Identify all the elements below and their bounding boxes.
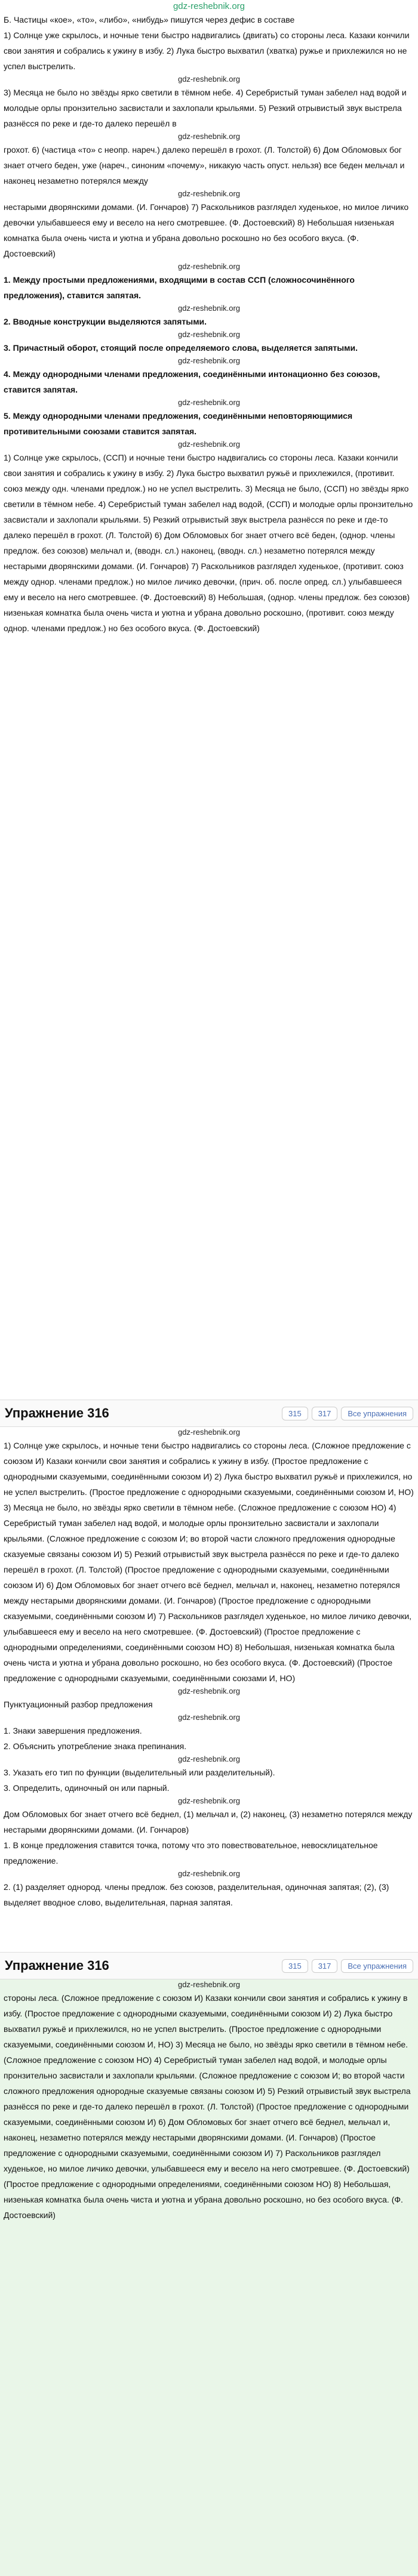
step: 3. Определить, одиночный он или парный. xyxy=(4,1783,170,1793)
watermark: gdz-reshebnik.org xyxy=(177,1980,241,1989)
example-line: 2. (1) разделяет однород. члены предлож. без союзов, разделительная, одиночная запятая; (2), (3) выделяет вводное слово, выделительная, парная запятая. xyxy=(4,1882,389,1907)
watermark: gdz-reshebnik.org xyxy=(177,132,241,141)
all-exercises-button[interactable]: Все упражнения xyxy=(341,1959,413,1973)
watermark: gdz-reshebnik.org xyxy=(177,1869,241,1878)
next-exercise-button[interactable]: 317 xyxy=(312,1407,338,1420)
exercise-banner-2 xyxy=(0,1952,418,1979)
paragraph: нестарыми дворянскими домами. (И. Гончаров) 7) Раскольников разглядел худенькое, но милое личико девочки улыбавшееся ему и весело на него смотревшее. (Ф. Достоевский) 8) Небольшая низенькая комнатка была очень чиста и уютна и убрана довольно роскошно но без особого вкуса. (Ф. xyxy=(4,202,409,243)
step: 3. Указать его тип по функции (выделительный или разделительный). xyxy=(4,1768,275,1777)
prev-exercise-button[interactable]: 315 xyxy=(282,1407,308,1420)
example-line: Дом Обломовых бог знает отчего всё беднел, (1) мельчал и, (2) наконец, (3) незаметно потерялся между нестарыми дворянскими домами. (И. Гончаров) xyxy=(4,1809,413,1834)
exercise-nav xyxy=(282,1959,413,1973)
section-1 xyxy=(0,27,418,1400)
watermark: gdz-reshebnik.org xyxy=(177,304,241,313)
watermark-top: gdz-reshebnik.org xyxy=(173,1,245,11)
task: 3. Причастный оборот, стоящий после определяемого слова, выделяется запятыми. xyxy=(4,343,358,353)
exercise-title: Упражнение 316 xyxy=(5,1406,109,1420)
section-3 xyxy=(0,1979,418,2576)
watermark: gdz-reshebnik.org xyxy=(177,330,241,339)
watermark: gdz-reshebnik.org xyxy=(177,1713,241,1722)
analysis-paragraph: 1) Солнце уже скрылось, (ССП) и ночные тени быстро надвигались со стороны леса. Казаки кончили свои занятия и собрались к ужину в избу. 2) Лука быстро выхватил ружьё и прихлежился, (противит. союз между одн. членами предлож.) но не успел выстрелить. 3) Месяца не было, (ССП) но звёзды ярко светили в тёмном небе. 4) Серебристый туман забелел над водой, (ССП) и молодые орлы пронзительно засвистали и захлопали крыльями. 5) Резкий отрывистый звук выстрела разнёсся по реке и где-то далеко перешёл в грохот. (Л. Толстой) 6) Дом Обломовых бог знает отчего всё беден, (однор. члены предлож. без союзов) мельчал и, (вводн. сл.) наконец, (вводн. сл.) незаметно потерялся между нестарыми дворянскими домами. (И. Гончаров) 7) Раскольников разглядел худенькое, (противит. союз между однор. членами предлож.) но милое личико девочки, (прич. об. после опред. сл.) улыбавшееся ему и весело на него смотревшее. (Ф. Достоевский) 8) Небольшая, (однор. члены предлож. без союзов) низенькая комнатка была очень чиста и уютна и убрана довольно роскошно, (противит. союз между однор. членами предлож.) но без особого вкуса. (Ф. Достоевский) xyxy=(4,453,413,633)
watermark: gdz-reshebnik.org xyxy=(177,1755,241,1763)
task: 5. Между однородными членами предложения, соединёнными неповторяющимися противительными союзами ставится запятая. xyxy=(4,411,353,436)
exercise-title: Упражнение 316 xyxy=(5,1958,109,1973)
punct-title: Пунктуационный разбор предложения xyxy=(4,1700,153,1709)
analysis-paragraph: 1) Солнце уже скрылось, и ночные тени быстро надвигались со стороны леса. (Сложное предложение с союзом И) Казаки кончили свои занятия и собрались к ужину в избу. (Простое предложение с однородными сказуемыми, соединёнными союзом И) 2) Лука быстро выхватил ружьё и прихлежился, но не успел выстрелить. (Простое предложение с однородными сказуемыми, соединёнными союзом И, НО) 3) Месяца не было, но звёзды ярко светили в тёмном небе. (Сложное предложение с союзом НО) 4) Серебристый туман забелел над водой, и молодые орлы пронзительно засвистали и захлопали крыльями. (Сложное предложение с союзом И; во второй части сложного предложения однородные сказуемые связаны союзом И) 5) Резкий отрывистый звук выстрела разнёсся по реке и где-то далеко перешёл в грохот. (Л. Толстой) (Простое предложение с однородными сказуемыми, соединёнными союзом И) 6) Дом Обломовых бог знает отчего всё беднел, мельчал и, наконец, незаметно потерялся между нестарыми дворянскими домами. (И. Гончаров) (Простое предложение с однородными сказуемыми, соединёнными союзом И) 7) Раскольников разглядел худенькое, но милое личико девочки, улыбавшееся ему и весело на него смотревшее. (Ф. Достоевский) (Простое предложение с однородными определениями, соединёнными союзом НО) 8) Небольшая, низенькая комнатка была очень чиста и уютна и убрана довольно роскошно, но без особого вкуса. (Ф. Достоевский) (Простое предложение с однородными сказуемыми, соединёнными союзами И, НО) xyxy=(4,1441,414,1683)
watermark: gdz-reshebnik.org xyxy=(177,356,241,365)
watermark: gdz-reshebnik.org xyxy=(177,1796,241,1805)
section-2 xyxy=(0,1427,418,1952)
task: 1. Между простыми предложениями, входящими в состав ССП (сложносочинённого предложения), ставится запятая. xyxy=(4,275,355,300)
paragraph: Достоевский) xyxy=(4,249,56,258)
paragraph: 1) Солнце уже скрылось, и ночные тени быстро надвигались (двигать) со стороны леса. Казаки кончили свои занятия и собрались к ужину в избу. 2) Лука быстро выхватил (хватка) ружье и прихлежился но не успел выстрелить. xyxy=(4,30,410,71)
watermark: gdz-reshebnik.org xyxy=(177,398,241,407)
watermark: gdz-reshebnik.org xyxy=(177,1428,241,1437)
task: 4. Между однородными членами предложения, соединёнными интонационно без союзов, ставится запятая. xyxy=(4,369,380,394)
watermark: gdz-reshebnik.org xyxy=(177,262,241,271)
step: 2. Объяснить употребление знака препинания. xyxy=(4,1741,187,1751)
example-line: 1. В конце предложения ставится точка, потому что это повествовательное, невосклицательное предложение. xyxy=(4,1840,378,1865)
paragraph: грохот. 6) (частица «то» с неопр. нареч.) далеко перешёл в грохот. (Л. Толстой) 6) Дом Обломовых бог знает отчего беден, уже (нареч., синоним «почему», никакую часть опуст. нельзя) все беден мельчал и наконец незаметно потерялся между xyxy=(4,145,405,186)
step: 1. Знаки завершения предложения. xyxy=(4,1726,142,1735)
all-exercises-button[interactable]: Все упражнения xyxy=(341,1407,413,1420)
watermark: gdz-reshebnik.org xyxy=(177,440,241,449)
paragraph: 3) Месяца не было но звёзды ярко светили в тёмном небе. 4) Серебристый туман забелел над водой и молодые орлы пронзительно засвистали и захлопали крыльями. 5) Резкий отрывистый звук выстрела разнёсся по реке и где-то далеко перешёл в xyxy=(4,88,407,128)
watermark: gdz-reshebnik.org xyxy=(177,1687,241,1695)
prev-exercise-button[interactable]: 315 xyxy=(282,1959,308,1973)
top-line: Б. Частицы «кое», «то», «либо», «нибудь» пишутся через дефис в составе xyxy=(4,15,295,24)
exercise-banner-1 xyxy=(0,1400,418,1427)
next-exercise-button[interactable]: 317 xyxy=(312,1959,338,1973)
watermark: gdz-reshebnik.org xyxy=(177,75,241,84)
task: 2. Вводные конструкции выделяются запятыми. xyxy=(4,317,207,326)
analysis-paragraph: стороны леса. (Сложное предложение с союзом И) Казаки кончили свои занятия и собрались к ужину в избу. (Простое предложение с однородными сказуемыми, соединёнными союзом И) 2) Лука быстро выхватил ружьё и прихлежился, но не успел выстрелить. (Простое предложение с однородными сказуемыми, соединёнными союзом И, НО) 3) Месяца не было, но звёзды ярко светили в тёмном небе. (Сложное предложение с союзом НО) 4) Серебристый туман забелел над водой, и молодые орлы пронзительно засвистали и захлопали крыльями. (Сложное предложение с союзом И; во второй части сложного предложения однородные сказуемые связаны союзом И) 5) Резкий отрывистый звук выстрела разнёсся по реке и где-то далеко перешёл в грохот. (Л. Толстой) (Простое предложение с однородными сказуемыми, соединёнными союзом И) 6) Дом Обломовых бог знает отчего всё беднел, мельчал и, наконец, незаметно потерялся между нестарыми дворянскими домами. (И. Гончаров) (Простое предложение с однородными сказуемыми, соединёнными союзом И) 7) Раскольников разглядел худенькое, но милое личико девочки, улыбавшееся ему и весело на него смотревшее. (Ф. Достоевский) (Простое предложение с однородными определениями, соединёнными союзом НО) 8) Небольшая, низенькая комнатка была очень чиста и уютна и убрана довольно роскошно, но без особого вкуса. (Ф. Достоевский) xyxy=(4,1993,411,2220)
watermark: gdz-reshebnik.org xyxy=(177,189,241,198)
exercise-nav xyxy=(282,1407,413,1420)
